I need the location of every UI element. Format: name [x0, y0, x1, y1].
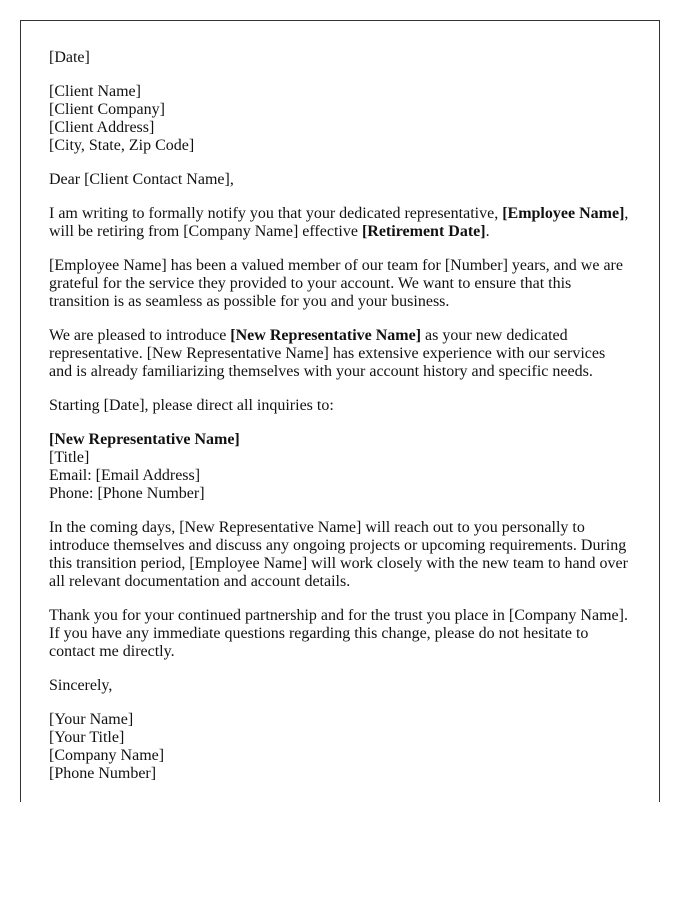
paragraph-transition: In the coming days, [New Representative Name] will reach out to you personally to introduce themselves and discuss any ongoing projects or upcoming requirements. During this transition period, [Employee Name] will work closely with the new team to hand over all relevant documentation and account details. — [49, 519, 628, 590]
contact-phone: Phone: [Phone Number] — [49, 485, 205, 502]
salutation: Dear [Client Contact Name], — [49, 171, 234, 188]
contact-name: [New Representative Name] — [49, 431, 240, 448]
text: We are pleased to introduce — [49, 327, 231, 344]
text: as your new dedicated representative. [New Representative Name] has extensive experience with our services and is already familiarizing themselves with your account history and specific needs. — [49, 327, 606, 380]
contact-email: Email: [Email Address] — [49, 467, 201, 484]
your-name: [Your Name] — [49, 711, 134, 728]
client-address: [Client Address] — [49, 119, 155, 136]
contact-block — [49, 431, 629, 503]
contact-title: [Title] — [49, 449, 90, 466]
phone-number: [Phone Number] — [49, 765, 157, 782]
closing: Sincerely, — [49, 677, 113, 694]
text: , will be retiring from [Company Name] effective — [49, 205, 629, 240]
paragraph-appreciation: [Employee Name] has been a valued member of our team for [Number] years, and we are grateful for the service they provided to your account. We want to ensure that this transition is as seamless as possible for you and your business. — [49, 257, 623, 310]
retirement-date: [Retirement Date] — [361, 223, 486, 240]
paragraph-introduction — [49, 327, 629, 381]
signature-block — [49, 711, 629, 783]
paragraph-notice — [49, 205, 629, 241]
paragraph-thanks: Thank you for your continued partnership and for the trust you place in [Company Name]. If you have any immediate questions regarding this change, please do not hesitate to contact me directly. — [49, 607, 628, 660]
client-name: [Client Name] — [49, 83, 141, 100]
text: I am writing to formally notify you that your dedicated representative, — [49, 205, 503, 222]
text: . — [485, 223, 490, 240]
company-name: [Company Name] — [49, 747, 165, 764]
recipient-block — [49, 83, 629, 155]
letter-page — [20, 20, 660, 802]
date: [Date] — [49, 49, 90, 66]
paragraph-inquiries: Starting [Date], please direct all inquiries to: — [49, 397, 334, 414]
new-rep-name: [New Representative Name] — [230, 327, 422, 344]
your-title: [Your Title] — [49, 729, 125, 746]
employee-name: [Employee Name] — [502, 205, 625, 222]
client-company: [Client Company] — [49, 101, 165, 118]
client-city: [City, State, Zip Code] — [49, 137, 195, 154]
